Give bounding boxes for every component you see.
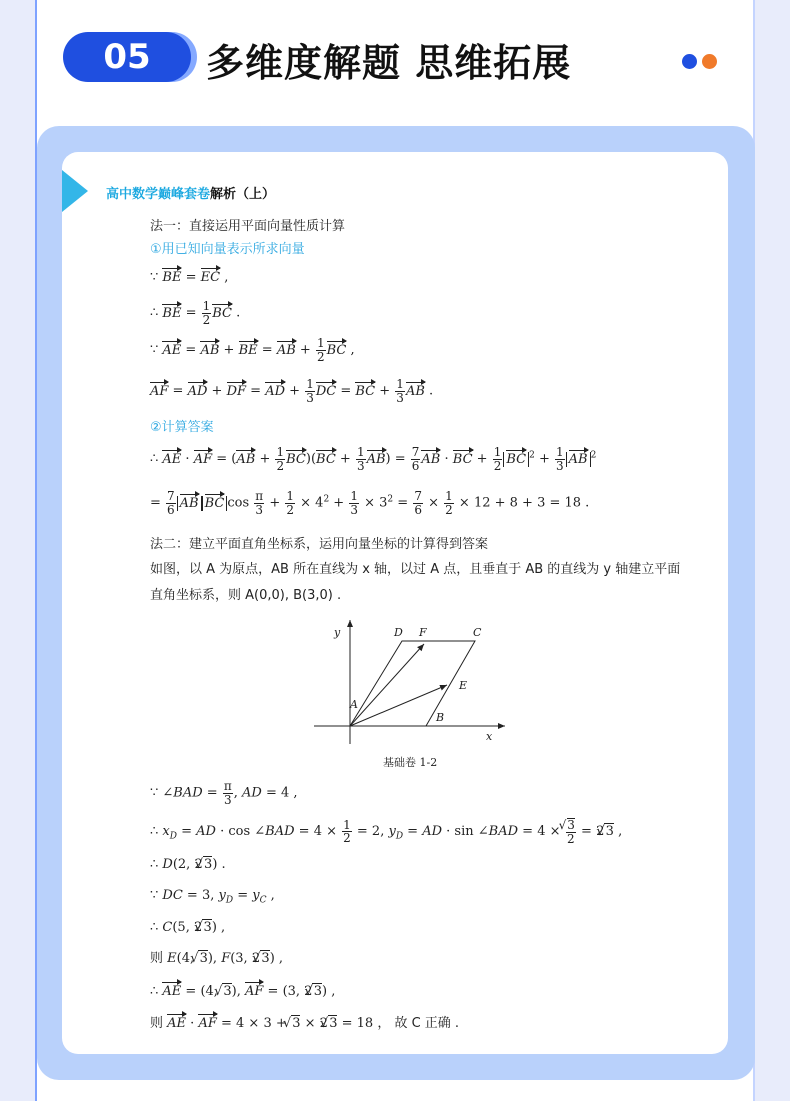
label-x: x	[486, 730, 493, 743]
vector-ae	[350, 685, 447, 726]
formula-line: 则 AE · AF = 4 × 3 + √ 3 × 2√ 3 = 18 ， 故 C 正确 .	[150, 1015, 459, 1032]
play-triangle-icon	[62, 170, 88, 212]
formula-line: ∵ BE = EC ,	[150, 270, 229, 285]
method2-intro-line1: 如图，以 A 为原点，AB 所在直线为 x 轴，以过 A 点，且垂直于 AB 的直线为 y 轴建立平面	[150, 562, 681, 577]
method2-intro-line2: 直角坐标系，则 A(0,0), B(3,0) .	[150, 588, 342, 603]
formula-line: = $\frac{7}{6}$ AB BC cos $\frac{\pi}{3}$ + $\frac{1}{2}$ × $4^2$ + $\frac{1}{3}$ × $3^2$ = $\frac{7}{6}$ × $\frac{1}{2}$ × 12 + 8 + 3 = 18 .	[150, 489, 590, 517]
label-b: B	[436, 711, 445, 724]
formula-line: ∵ ∠BAD = $\frac{\pi}{3}$ , AD = 4 ,	[150, 779, 298, 807]
figure-caption: 基础卷 1-2	[383, 756, 438, 769]
method2-title: 法二：建立平面直角坐标系，运用向量坐标的计算得到答案	[150, 537, 489, 552]
formula-line: ∴ C(5, 2√ 3) ,	[150, 919, 225, 936]
formula-line: ∵ DC = 3, $y_D = y_C$ ,	[150, 888, 275, 906]
parallelogram-abcd	[350, 641, 475, 726]
label-d: D	[394, 626, 403, 639]
section-title: 多维度解题 思维拓展	[206, 41, 572, 85]
label-c: C	[473, 626, 482, 639]
label-f: F	[419, 626, 427, 639]
formula-line: 则 E(4, √ 3), F(3, 2√ 3) ,	[150, 950, 283, 967]
vector-af	[350, 644, 424, 726]
formula-line: ∴ D(2, 2√ 3) .	[150, 856, 226, 873]
method1-title: 法一：直接运用平面向量性质计算	[150, 219, 346, 234]
method1-step1: ①用已知向量表示所求向量	[150, 242, 305, 257]
formula-line: ∵ AE = AB + BE = AB + $\frac{1}{2}$ BC ,	[150, 336, 355, 364]
formula-line: ∴ BE = $\frac{1}{2}$ BC .	[150, 299, 241, 327]
formula-line: ∴ AE · AF = (AB + $\frac{1}{2}$ BC)(BC + $\frac{1}{3}$ AB) = $\frac{7}{6}$ AB · BC + $\frac{1}{2}$ BC $^2$ + $\frac{1}{3}$ AB $^2$	[150, 445, 597, 473]
label-y: y	[334, 626, 341, 639]
label-e: E	[459, 679, 468, 692]
method1-step2: ②计算答案	[150, 420, 214, 435]
section-number-badge: 05	[63, 32, 191, 82]
label-a: A	[350, 698, 358, 711]
formula-line: AF = AD + DF = AD + $\frac{1}{3}$ DC = BC + $\frac{1}{3}$ AB .	[150, 377, 434, 405]
formula-line: ∴ AE = (4, √ 3), AF = (3, 2√ 3) ,	[150, 983, 335, 1000]
coordinate-figure	[300, 616, 520, 751]
decorative-dot-blue	[682, 54, 697, 69]
decorative-dot-orange	[702, 54, 717, 69]
formula-line: ∴ $x_D$ = AD · cos ∠BAD = 4 × $\frac{1}{2}$ = 2, $y_D$ = AD · sin ∠BAD = 4 × √ $\frac{3}{2}$ = 2√ 3 ,	[150, 818, 622, 845]
book-title: 高中数学巅峰套卷解析（上）	[106, 187, 276, 202]
